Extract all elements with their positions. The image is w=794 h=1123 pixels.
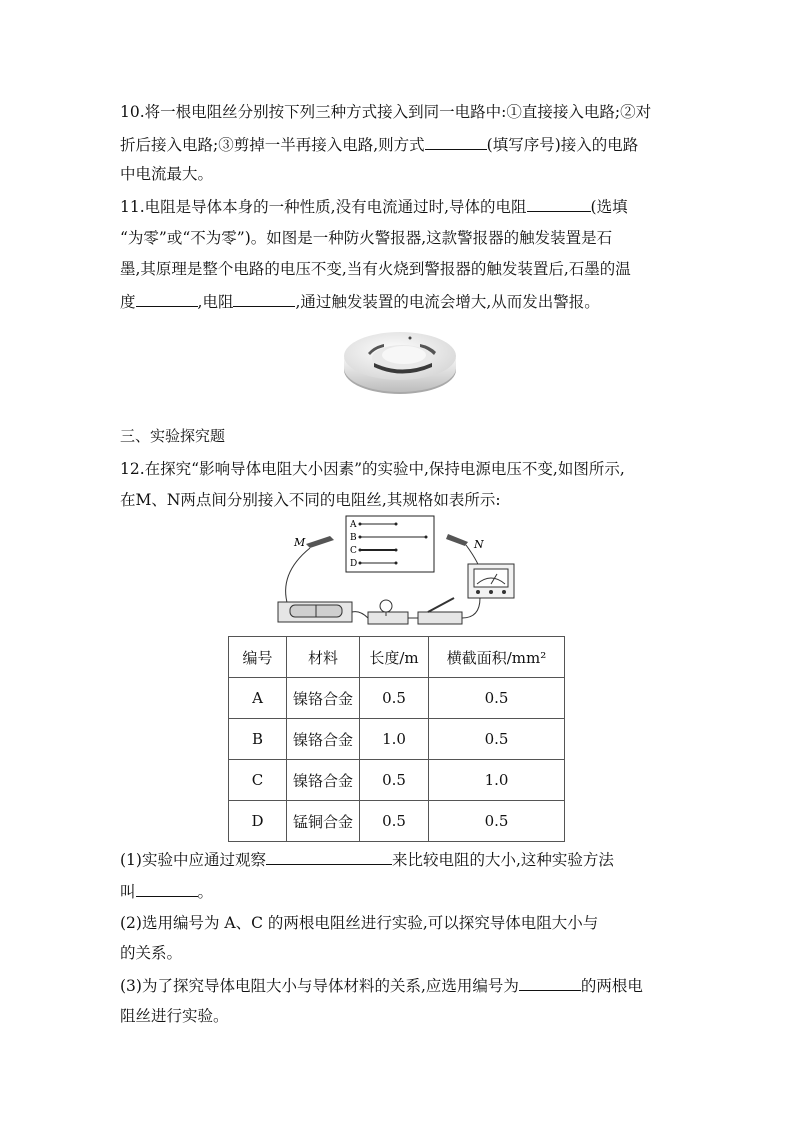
q12-text: 的两根电 (580, 977, 643, 995)
q12-sub1-line-2 (120, 881, 213, 902)
answer-blank[interactable] (527, 196, 591, 212)
q11-text: 11.电阻是导体本身的一种性质,没有电流通过时,导体的电阻 (120, 198, 527, 216)
wire-label-b: B (350, 533, 357, 543)
q12-text: 来比较电阻的大小,这种实验方法 (391, 851, 614, 869)
clip-label-m: M (294, 536, 306, 549)
answer-blank[interactable] (233, 291, 295, 307)
answer-blank[interactable] (136, 881, 198, 897)
q11-line-4 (120, 291, 600, 312)
q10-line-1: 10.将一根电阻丝分别按下列三种方式接入到同一电路中:①直接接入电路;②对 (120, 103, 652, 121)
table-cell: D (229, 801, 287, 842)
clip-label-n: N (474, 538, 484, 551)
table-cell: 镍铬合金 (287, 760, 360, 801)
table-cell: 0.5 (429, 678, 565, 719)
q12-line-2: 在M、N两点间分别接入不同的电阻丝,其规格如表所示: (120, 491, 501, 509)
q10-line-3: 中电流最大。 (120, 165, 214, 183)
table-header-cell: 长度/m (360, 637, 429, 678)
smoke-detector-image (340, 318, 460, 398)
table-row (229, 719, 565, 760)
q11-line-2: “为零”或“不为零”)。如图是一种防火警报器,这款警报器的触发装置是石 (120, 229, 613, 247)
table-cell: C (229, 760, 287, 801)
q12-sub2-line-2: 的关系。 (120, 944, 183, 962)
q12-text: (1)实验中应通过观察 (120, 851, 266, 869)
q11-text: ,电阻 (197, 293, 234, 311)
q10-text: (填写序号)接入的电路 (486, 136, 639, 154)
answer-blank[interactable] (266, 849, 392, 865)
q12-text: (3)为了探究导体电阻大小与导体材料的关系,应选用编号为 (120, 977, 519, 995)
answer-blank[interactable] (519, 975, 581, 991)
table-header-row (229, 637, 565, 678)
table-cell: 0.5 (360, 801, 429, 842)
table-header-cell: 编号 (229, 637, 287, 678)
table-cell: A (229, 678, 287, 719)
wire-label-c: C (350, 546, 357, 556)
q12-sub3-line-1 (120, 975, 643, 996)
table-cell: 镍铬合金 (287, 678, 360, 719)
section-3-heading: 三、实验探究题 (120, 427, 226, 445)
table-cell: 0.5 (360, 678, 429, 719)
q12-sub2-line-1: (2)选用编号为 A、C 的两根电阻丝进行实验,可以探究导体电阻大小与 (120, 914, 599, 932)
answer-blank[interactable] (425, 134, 487, 150)
q12-text: 。 (197, 883, 214, 901)
q12-sub1-line-1 (120, 849, 614, 870)
q11-text: (选填 (590, 198, 628, 216)
answer-blank[interactable] (136, 291, 198, 307)
table-cell: 1.0 (360, 719, 429, 760)
q10-text: 折后接入电路;③剪掉一半再接入电路,则方式 (120, 136, 425, 154)
table-cell: 0.5 (429, 719, 565, 760)
q12-text: 叫 (120, 883, 136, 901)
table-cell: 0.5 (360, 760, 429, 801)
table-row (229, 801, 565, 842)
circuit-diagram (268, 514, 528, 636)
q11-line-1 (120, 196, 628, 217)
q11-text: ,通过触发装置的电流会增大,从而发出警报。 (295, 293, 600, 311)
q12-sub3-line-2: 阻丝进行实验。 (120, 1007, 229, 1025)
table-row (229, 678, 565, 719)
wire-label-d: D (350, 559, 358, 569)
q11-line-3: 墨,其原理是整个电路的电压不变,当有火烧到警报器的触发装置后,石墨的温 (120, 260, 631, 278)
q12-line-1: 12.在探究“影响导体电阻大小因素”的实验中,保持电源电压不变,如图所示, (120, 460, 625, 478)
resistance-wire-spec-table (228, 636, 565, 842)
table-header-cell: 横截面积/mm² (429, 637, 565, 678)
table-cell: 锰铜合金 (287, 801, 360, 842)
table-cell: 0.5 (429, 801, 565, 842)
q11-text: 度 (120, 293, 136, 311)
q10-line-2 (120, 134, 638, 155)
table-cell: 镍铬合金 (287, 719, 360, 760)
table-row (229, 760, 565, 801)
table-header-cell: 材料 (287, 637, 360, 678)
table-cell: 1.0 (429, 760, 565, 801)
table-cell: B (229, 719, 287, 760)
wire-label-a: A (350, 520, 357, 530)
